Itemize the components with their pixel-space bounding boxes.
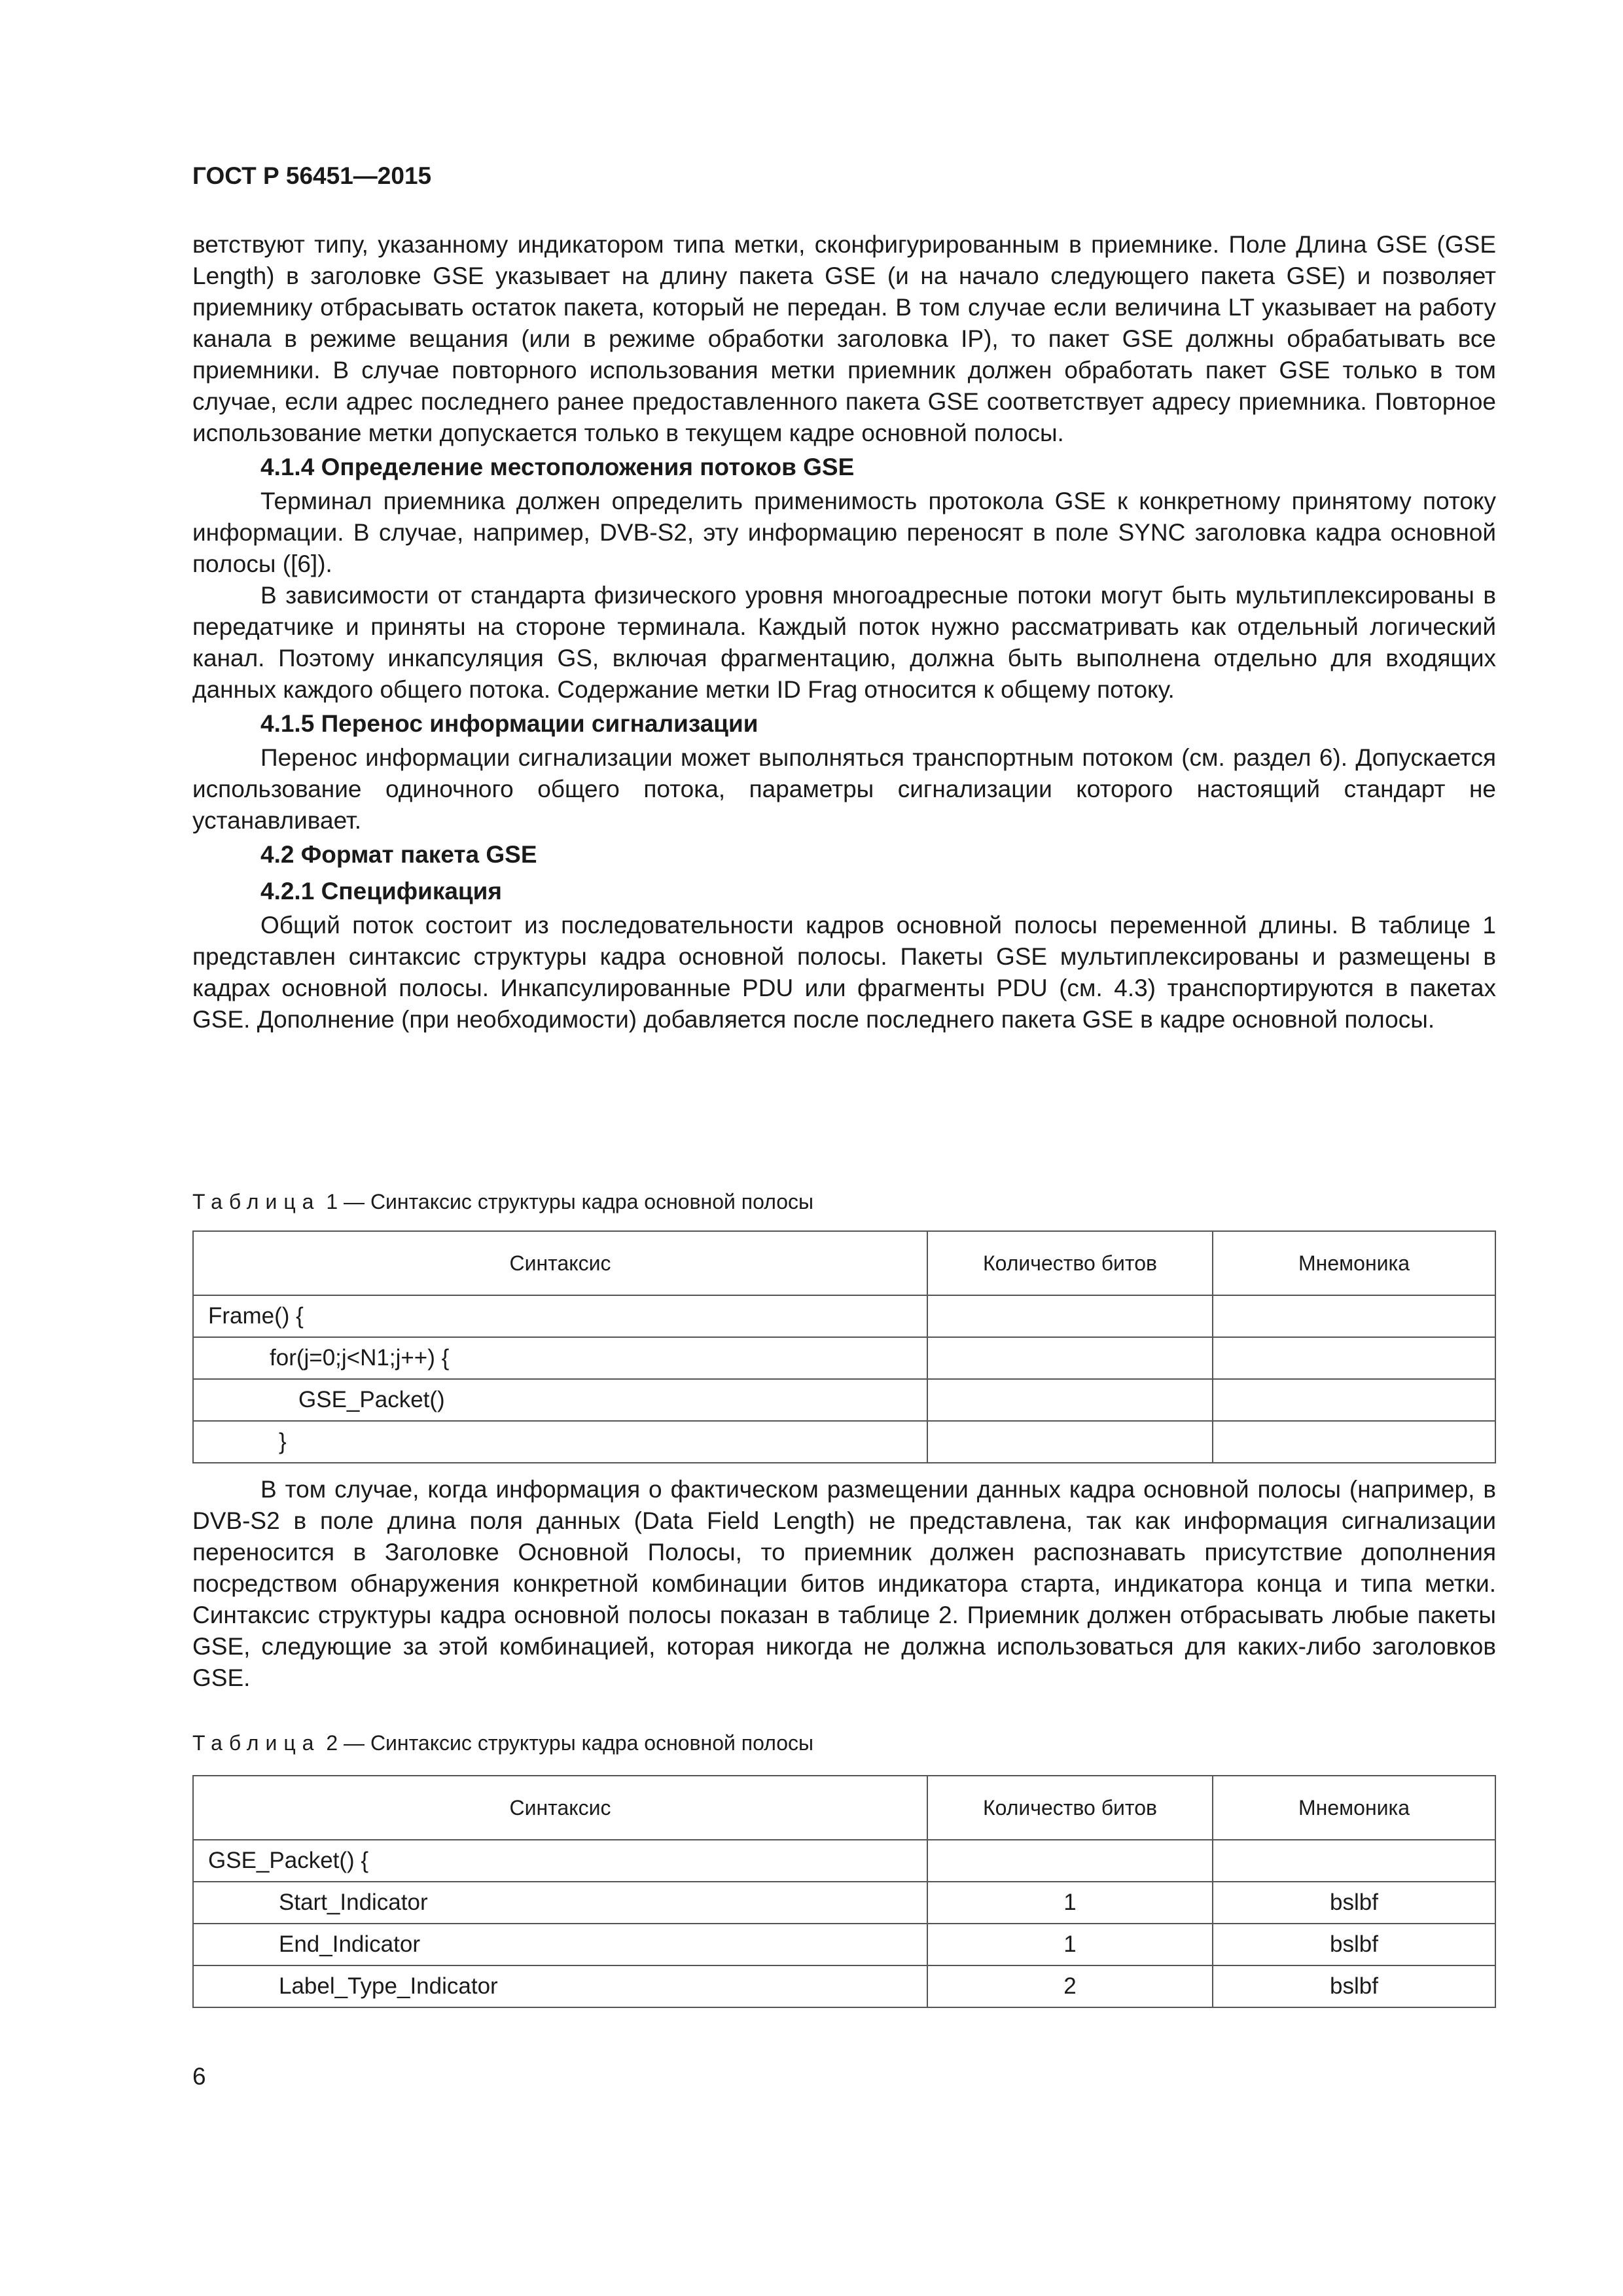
table-cell xyxy=(1213,1379,1495,1421)
column-header: Количество битов xyxy=(927,1776,1213,1840)
table-cell xyxy=(1213,1295,1495,1337)
table-header-row xyxy=(193,1776,1495,1840)
table-cell: 1 xyxy=(927,1882,1213,1924)
text-block-1 xyxy=(192,229,1496,1035)
caption-label: Таблица xyxy=(192,1731,321,1755)
table-cell: Start_Indicator xyxy=(193,1882,927,1924)
paragraph: Перенос информации сигнализации может выполняться транспортным потоком (см. раздел 6). Допускается использование одиночного общего потока, параметры сигнализации которого настоящий стандарт не устанавливает. xyxy=(192,744,1496,834)
table-cell: } xyxy=(193,1421,927,1463)
section-heading-4-2: 4.2 Формат пакета GSE xyxy=(260,841,537,868)
table-2-caption xyxy=(192,1731,813,1755)
table-header-row xyxy=(193,1231,1495,1295)
table-row xyxy=(193,1337,1495,1379)
column-header: Синтаксис xyxy=(193,1231,927,1295)
table-cell: Frame() { xyxy=(193,1295,927,1337)
paragraph: В зависимости от стандарта физического уровня многоадресные потоки могут быть мультиплексированы в передатчике и приняты на стороне терминала. Каждый поток нужно рассматривать как отдельный логический канал. Поэтому инкапсуляция GS, включая фрагментацию, должна быть выполнена отдельно для входящих данных каждого общего потока. Содержание метки ID Frag относится к общему потоку. xyxy=(192,582,1496,703)
table-cell xyxy=(927,1295,1213,1337)
table-cell xyxy=(1213,1337,1495,1379)
table-2 xyxy=(192,1775,1496,2008)
table-row xyxy=(193,1295,1495,1337)
table-cell: 2 xyxy=(927,1965,1213,2007)
table-row xyxy=(193,1421,1495,1463)
column-header: Мнемоника xyxy=(1213,1776,1495,1840)
table-cell: GSE_Packet() { xyxy=(193,1840,927,1882)
caption-text: 1 — Синтаксис структуры кадра основной полосы xyxy=(326,1190,814,1213)
table-row xyxy=(193,1965,1495,2007)
table-row xyxy=(193,1840,1495,1882)
table-row xyxy=(193,1924,1495,1965)
table-cell: 1 xyxy=(927,1924,1213,1965)
page-number: 6 xyxy=(192,2063,206,2090)
table-cell: bslbf xyxy=(1213,1965,1495,2007)
paragraph: В том случае, когда информация о фактическом размещении данных кадра основной полосы (например, в DVB-S2 в поле длина поля данных (Data Field Length) не представлена, так как информация сигнализации переносится в Заголовке Основной Полосы, то приемник должен распознавать присутствие дополнения посредством обнаружения конкретной комбинации битов индикатора старта, индикатора конца и типа метки. Синтаксис структуры кадра основной полосы показан в таблице 2. Приемник должен отбрасывать любые пакеты GSE, следующие за этой комбинацией, которая никогда не должна использоваться для каких-либо заголовков GSE. xyxy=(192,1476,1496,1691)
section-heading-4-1-4: 4.1.4 Определение местоположения потоков GSE xyxy=(260,454,855,480)
document-header: ГОСТ Р 56451—2015 xyxy=(192,162,432,189)
table-cell xyxy=(927,1421,1213,1463)
table-cell: bslbf xyxy=(1213,1924,1495,1965)
table-cell: bslbf xyxy=(1213,1882,1495,1924)
table-row xyxy=(193,1882,1495,1924)
table-cell xyxy=(927,1840,1213,1882)
table-cell: End_Indicator xyxy=(193,1924,927,1965)
table-row xyxy=(193,1379,1495,1421)
table-cell: GSE_Packet() xyxy=(193,1379,927,1421)
table-1-caption xyxy=(192,1190,813,1214)
table-1 xyxy=(192,1230,1496,1463)
table-cell xyxy=(1213,1840,1495,1882)
table-cell xyxy=(927,1379,1213,1421)
column-header: Мнемоника xyxy=(1213,1231,1495,1295)
table-cell xyxy=(1213,1421,1495,1463)
paragraph: ветствуют типу, указанному индикатором типа метки, сконфигурированным в приемнике. Поле Длина GSE (GSE Length) в заголовке GSE указывает на длину пакета GSE (и на начало следующего пакета GSE) и позволяет приемнику отбрасывать остаток пакета, который не передан. В том случае если величина LT указывает на работу канала в режиме вещания (или в режиме обработки заголовка IP), то пакет GSE должны обрабатывать все приемники. В случае повторного использования метки приемник должен обработать пакет GSE только в том случае, если адрес последнего ранее предоставленного пакета GSE соответствует адресу приемника. Повторное использование метки допускается только в текущем кадре основной полосы. xyxy=(192,231,1496,446)
table-cell: Label_Type_Indicator xyxy=(193,1965,927,2007)
column-header: Количество битов xyxy=(927,1231,1213,1295)
table-cell xyxy=(927,1337,1213,1379)
paragraph: Терминал приемника должен определить применимость протокола GSE к конкретному принятому потоку информации. В случае, например, DVB-S2, эту информацию переносят в поле SYNC заголовка кадра основной полосы ([6]). xyxy=(192,488,1496,577)
caption-label: Таблица xyxy=(192,1190,321,1213)
table-cell: for(j=0;j<N1;j++) { xyxy=(193,1337,927,1379)
section-heading-4-2-1: 4.2.1 Спецификация xyxy=(260,878,503,905)
column-header: Синтаксис xyxy=(193,1776,927,1840)
paragraph: Общий поток состоит из последовательности кадров основной полосы переменной длины. В таблице 1 представлен синтаксис структуры кадра основной полосы. Пакеты GSE мультиплексированы и размещены в кадрах основной полосы. Инкапсулированные PDU или фрагменты PDU (см. 4.3) транспортируются в пакетах GSE. Дополнение (при необходимости) добавляется после последнего пакета GSE в кадре основной полосы. xyxy=(192,912,1496,1033)
caption-text: 2 — Синтаксис структуры кадра основной полосы xyxy=(326,1731,814,1755)
text-block-2 xyxy=(192,1474,1496,1694)
section-heading-4-1-5: 4.1.5 Перенос информации сигнализации xyxy=(260,710,758,737)
